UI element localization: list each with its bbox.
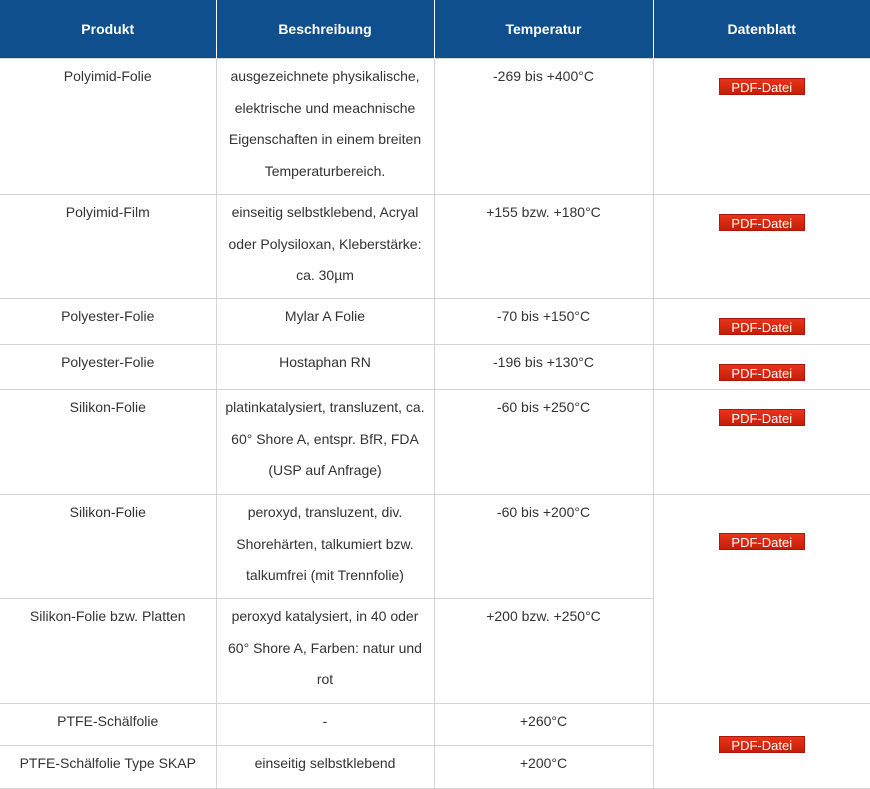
cell-produkt: Polyester-Folie — [0, 344, 216, 390]
pdf-download-button[interactable]: PDF-Datei — [719, 318, 805, 335]
cell-datenblatt — [653, 390, 870, 495]
table-row — [0, 299, 870, 345]
cell-datenblatt — [653, 704, 870, 789]
cell-produkt: Silikon-Folie bzw. Platten — [0, 599, 216, 704]
cell-produkt: Silikon-Folie — [0, 390, 216, 495]
cell-beschreibung: Mylar A Folie — [216, 299, 434, 345]
header-datenblatt: Datenblatt — [653, 0, 870, 59]
table-row — [0, 344, 870, 390]
cell-beschreibung: platinkatalysiert, transluzent, ca. 60° Shore A, entspr. BfR, FDA (USP auf Anfrage) — [216, 390, 434, 495]
pdf-download-button[interactable]: PDF-Datei — [719, 364, 805, 381]
cell-produkt: PTFE-Schälfolie Type SKAP — [0, 746, 216, 789]
cell-beschreibung: peroxyd, transluzent, div. Shorehärten, talkumiert bzw. talkumfrei (mit Trennfolie) — [216, 495, 434, 599]
table-row — [0, 390, 870, 495]
cell-produkt: PTFE-Schälfolie — [0, 704, 216, 746]
cell-temperatur: -70 bis +150°C — [434, 299, 653, 345]
cell-temperatur: +260°C — [434, 704, 653, 746]
header-beschreibung: Beschreibung — [216, 0, 434, 59]
cell-produkt: Polyimid-Folie — [0, 59, 216, 195]
cell-temperatur: +200 bzw. +250°C — [434, 599, 653, 704]
table-header-row — [0, 0, 870, 59]
pdf-download-button[interactable]: PDF-Datei — [719, 533, 805, 550]
pdf-download-button[interactable]: PDF-Datei — [719, 736, 805, 753]
cell-produkt: Polyester-Folie — [0, 299, 216, 345]
cell-datenblatt — [653, 195, 870, 299]
cell-beschreibung: ausgezeichnete physikalische, elektrische und meachnische Eigenschaften in einem breiten Temperaturbereich. — [216, 59, 434, 195]
cell-temperatur: -196 bis +130°C — [434, 344, 653, 390]
cell-beschreibung: - — [216, 704, 434, 746]
header-produkt: Produkt — [0, 0, 216, 59]
table-row — [0, 195, 870, 299]
pdf-download-button[interactable]: PDF-Datei — [719, 214, 805, 231]
cell-temperatur: -60 bis +200°C — [434, 495, 653, 599]
table-row — [0, 495, 870, 599]
cell-temperatur: +200°C — [434, 746, 653, 789]
cell-datenblatt — [653, 59, 870, 195]
pdf-download-button[interactable]: PDF-Datei — [719, 78, 805, 95]
pdf-download-button[interactable]: PDF-Datei — [719, 409, 805, 426]
cell-beschreibung: einseitig selbstklebend, Acryal oder Polysiloxan, Kleberstärke: ca. 30µm — [216, 195, 434, 299]
cell-datenblatt — [653, 299, 870, 345]
table-row — [0, 704, 870, 746]
cell-beschreibung: peroxyd katalysiert, in 40 oder 60° Shore A, Farben: natur und rot — [216, 599, 434, 704]
header-temperatur: Temperatur — [434, 0, 653, 59]
table-row — [0, 59, 870, 195]
cell-temperatur: -269 bis +400°C — [434, 59, 653, 195]
cell-temperatur: +155 bzw. +180°C — [434, 195, 653, 299]
cell-produkt: Polyimid-Film — [0, 195, 216, 299]
cell-beschreibung: einseitig selbstklebend — [216, 746, 434, 789]
cell-temperatur: -60 bis +250°C — [434, 390, 653, 495]
cell-produkt: Silikon-Folie — [0, 495, 216, 599]
cell-datenblatt — [653, 495, 870, 704]
cell-datenblatt — [653, 344, 870, 390]
cell-beschreibung: Hostaphan RN — [216, 344, 434, 390]
